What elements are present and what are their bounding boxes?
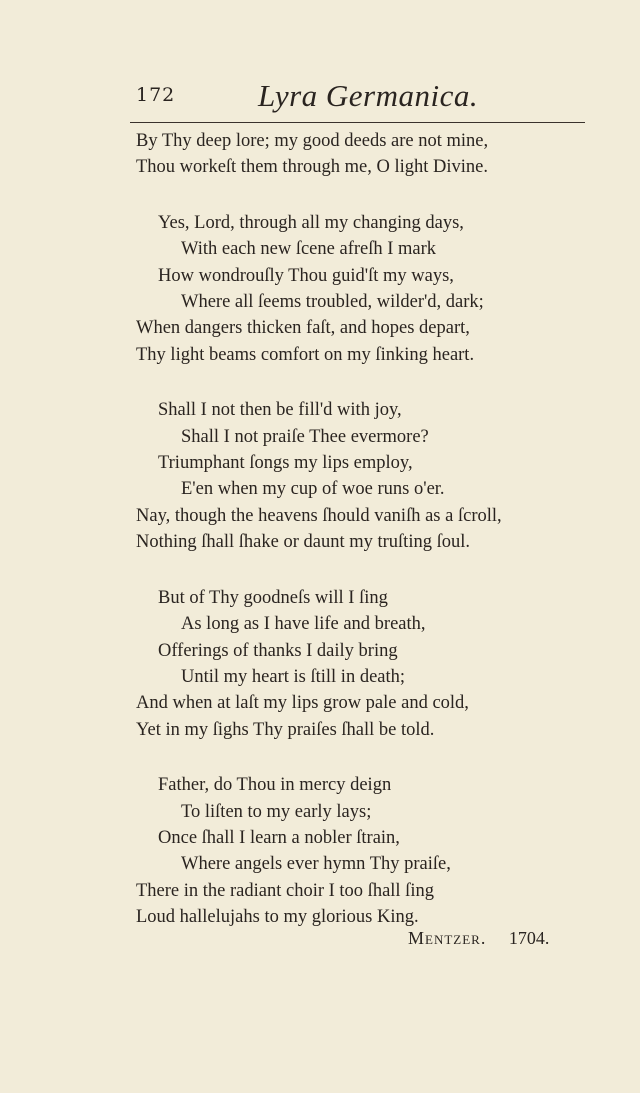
attribution (408, 928, 549, 949)
poem-line: But of Thy goodneſs will I ſing (158, 587, 388, 608)
poem-line: There in the radiant choir I too ſhall ſing (136, 880, 434, 901)
poem-line: And when at laſt my lips grow pale and cold, (136, 693, 469, 714)
poem-line: E'en when my cup of woe runs o'er. (181, 479, 445, 500)
poem-line: Once ſhall I learn a nobler ſtrain, (158, 827, 400, 848)
poem-line: Triumphant ſongs my lips employ, (158, 453, 413, 474)
stanza (136, 397, 606, 555)
poem-line: Thou workeſt them through me, O light Divine. (136, 157, 488, 178)
poem-line: To liſten to my early lays; (181, 801, 372, 822)
poem-line: Thy light beams comfort on my ſinking heart. (136, 344, 475, 365)
poem-line: Yet in my ſighs Thy praiſes ſhall be told. (136, 719, 435, 740)
stanza (136, 210, 606, 368)
poem-line: Yes, Lord, through all my changing days, (158, 212, 464, 233)
poem-line: Shall I not then be fill'd with joy, (158, 400, 402, 421)
poem-line: Offerings of thanks I daily bring (158, 640, 398, 661)
poem-line: Loud hallelujahs to my glorious King. (136, 907, 419, 928)
poem-line: When dangers thicken faſt, and hopes depart, (136, 318, 470, 339)
poem-line: By Thy deep lore; my good deeds are not mine, (136, 131, 489, 151)
poem-line: Where all ſeems troubled, wilder'd, dark; (181, 292, 484, 313)
poem-line: Nothing ſhall ſhake or daunt my truſting ſoul. (136, 532, 470, 553)
attribution-year: 1704. (508, 928, 550, 948)
poem-line: How wondrouſly Thou guid'ſt my ways, (158, 265, 454, 286)
running-title: Lyra Germanica. (258, 78, 479, 113)
poem-line: Father, do Thou in mercy deign (158, 775, 392, 796)
poem-line: With each new ſcene afreſh I mark (181, 239, 437, 260)
poem-line: As long as I have life and breath, (181, 614, 426, 635)
header-rule (130, 122, 585, 123)
attribution-author: Mentzer. (408, 928, 487, 948)
poem-line: Until my heart is ſtill in death; (181, 666, 406, 687)
poem-line: Shall I not praiſe Thee evermore? (181, 426, 429, 447)
stanza (136, 128, 606, 181)
stanza (136, 585, 606, 743)
stanza (136, 772, 606, 930)
page-header (136, 78, 576, 118)
poem-line: Where angels ever hymn Thy praiſe, (181, 854, 451, 875)
page-number: 172 (136, 84, 176, 106)
poem-body (136, 128, 606, 960)
poem-line: Nay, though the heavens ſhould vaniſh as a ſcroll, (136, 505, 502, 526)
